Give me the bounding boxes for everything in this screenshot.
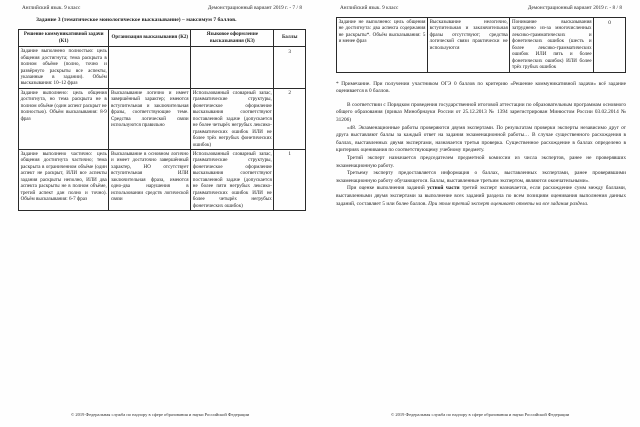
cell-k2: Высказывание логично и имеет завершённый характер; имеются вступительная и заключительная фразы, соответствующие теме. Средства логической связи используются правильно [109,88,191,149]
oral-part-text-1: При оценке выполнения заданий [347,185,428,192]
cell-k1: Задание выполнено полностью: цель общения достигнута; тема раскрыта в полном объёме (полно, точно и развёрнуто раскрыты все аспекты, указанные в задании). Объём высказывания: 10–12 фраз [19,47,109,89]
oral-part-italic: При этом третий эксперт оценивает ответы на все задания раздела. [428,200,589,207]
note-paragraph-48: «48. Экзаменационные работы проверяются двумя экспертами. По результатам проверки эксперты независимо друг от друга выставляют баллы за каждый ответ на задания экзаменационной работы… В случае существенного расхождения в баллах, выставленных двумя экспертами, назначается третья проверка. Существенное расхождение в баллах определено в критериях оценивания по соответствующему учебному предмету. [336,124,626,154]
cell-k3: Понимание высказывания затруднено из-за многочисленных лексико-грамматических и фонетических ошибок (шесть и более лексико-грамматических ошибок ИЛИ пять и более фонетических ошибок) ИЛИ более трёх грубых ошибок [510,18,594,73]
cell-score: 0 [594,18,626,73]
cell-k3 [191,47,274,89]
cell-k2: Высказывание в основном логично и имеет достаточно завершённый характер, НО отсутствует вступительная ИЛИ заключительная фраза, имеются одно-два нарушения в использовании средств логической связи [109,149,191,210]
table-row [337,18,626,73]
table-header-row [19,29,306,47]
running-head-subject: Английский язык. 9 класс [22,5,81,11]
task-heading: Задание 3 (тематическое монологическое высказывание) – максимум 7 баллов. [36,17,237,23]
cell-score: 2 [274,88,306,149]
running-head-left-page [18,5,306,12]
note-paragraph-oral-part [336,185,626,208]
cell-k1: Задание не выполнено: цель общения не достигнута: два аспекта содержания не раскрыты*. Объём высказывания: 5 и менее фраз [337,18,428,73]
footnote-primechanie: * Примечание. При получении участником ОГЭ 0 баллов по критерию «Решение коммуникативной задачи» всё задание оценивается в 0 баллов. [336,80,626,95]
oral-part-text-2: третий эксперт назначается, если расхождение сумм между баллами, выставленными двумя экспертами за выполнение всех заданий раздела по всем позициям оценивания выполнения данных заданий, составляет 5 или более баллов. [336,185,627,207]
note-paragraph-order: В соответствии с Порядком проведения государственной итоговой аттестации по образовательным программам основного общего образования (приказ Минобрнауки России от 25.12.2013 № 1394 зарегистрирован Минюстом России 03.02.2014 № 31206) [336,101,626,123]
cell-k1: Задание выполнено: цель общения достигнута, но тема раскрыта не в полном объёме (один аспект раскрыт не полностью). Объём высказывания: 8-9 фраз [19,88,109,149]
page-footer-left: © 2019 Федеральная служба по надзору в сфере образования и науки Российской Федерации [70,412,250,417]
cell-k3: Использованный словарный запас, грамматические структуры, фонетическое оформление высказывания соответствуют поставленной задаче (допускается не более пяти негрубых лексико-грамматических ошибок ИЛИ не более четырёх негрубых фонетических ошибок) [191,149,274,210]
notes-section [336,81,626,209]
table-row [19,149,306,210]
running-head-variant: Демонстрационный вариант 2019 г. - 7 / 8 [207,5,302,11]
oral-part-bold: устной части [427,185,460,192]
column-header-score: Баллы [274,29,306,47]
cell-k1: Задание выполнено частично: цель общения достигнута частично; тема раскрыта в ограниченном объёме (один аспект не раскрыт, ИЛИ все аспекты задания раскрыты неполно, ИЛИ два аспекта раскрыты не в полном объёме, третий аспект дан полно и точно). Объём высказывания: 6-7 фраз [19,149,109,210]
note-paragraph-third-expert-appointment: Третий эксперт назначается председателем предметной комиссии из числа экспертов, ранее не проверявших экзаменационную работу. [336,154,626,169]
cell-k2 [109,47,191,89]
rubric-table-left [18,29,306,211]
cell-score: 3 [274,47,306,89]
running-head-subject: Английский язык. 9 класс [340,5,399,11]
running-head-right-page [336,5,626,12]
rubric-table-right [336,17,626,73]
table-row [19,88,306,149]
note-paragraph-third-expert-info: Третьему эксперту предоставляется информация о баллах, выставленных экспертами, ранее проверявшими экзаменационную работу обучающегося. Баллы, выставленные третьим экспертом, являются окончательными». [336,170,626,184]
column-header-k1: Решение коммуникативной задачи (К1) [19,29,109,47]
column-header-k3: Языковое оформление высказывания (К3) [191,29,274,47]
table-row [19,47,306,89]
cell-k3: Использованный словарный запас, грамматические структуры, фонетическое оформление высказывания соответствуют поставленной задаче (допускается не более четырёх негрубых лексико-грамматических ошибок ИЛИ не более трёх негрубых фонетических ошибок) [191,88,274,149]
cell-k2: Высказывание нелогично, вступительная и заключительная фразы отсутствуют; средства логической связи практически не используются [428,18,510,73]
cell-score: 1 [274,149,306,210]
page-right [320,0,640,427]
page-footer-right: © 2019 Федеральная служба по надзору в сфере образования и науки Российской Федерации [390,412,570,417]
running-head-variant: Демонстрационный вариант 2019 г. - 8 / 8 [527,5,622,11]
column-header-k2: Организация высказывания (К2) [109,29,191,47]
